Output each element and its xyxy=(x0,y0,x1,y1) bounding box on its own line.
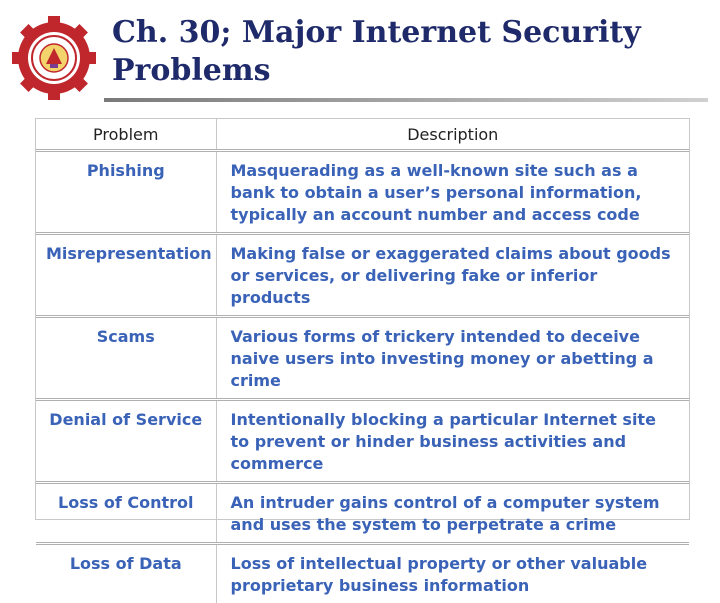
table-row xyxy=(36,400,689,483)
description-cell: Masquerading as a well-known site such as a bank to obtain a user’s personal information, typically an account number and access code xyxy=(216,151,689,234)
title-underline xyxy=(104,98,708,102)
security-problems-table xyxy=(35,118,690,520)
problem-cell: Misrepresentation xyxy=(36,234,216,317)
table-header-row xyxy=(36,119,689,151)
description-cell: Loss of intellectual property or other valuable proprietary business information xyxy=(216,544,689,603)
description-cell: Intentionally blocking a particular Internet site to prevent or hinder business activities and commerce xyxy=(216,400,689,483)
table-row xyxy=(36,234,689,317)
problem-cell: Denial of Service xyxy=(36,400,216,483)
slide-title xyxy=(112,14,641,90)
header-description: Description xyxy=(216,119,689,151)
description-cell: Making false or exaggerated claims about goods or services, or delivering fake or inferior products xyxy=(216,234,689,317)
table-row xyxy=(36,317,689,400)
problem-cell: Scams xyxy=(36,317,216,400)
table-row xyxy=(36,151,689,234)
problem-cell: Phishing xyxy=(36,151,216,234)
header-problem: Problem xyxy=(36,119,216,151)
description-cell: Various forms of trickery intended to deceive naive users into investing money or abetting a crime xyxy=(216,317,689,400)
problem-cell: Loss of Data xyxy=(36,544,216,603)
problem-cell: Loss of Control xyxy=(36,483,216,544)
description-cell: An intruder gains control of a computer system and uses the system to perpetrate a crime xyxy=(216,483,689,544)
university-seal-logo xyxy=(10,14,98,102)
table-row xyxy=(36,483,689,544)
title-line-1: Ch. 30; Major Internet Security xyxy=(112,15,641,50)
title-line-2: Problems xyxy=(112,53,270,88)
table-row xyxy=(36,544,689,603)
